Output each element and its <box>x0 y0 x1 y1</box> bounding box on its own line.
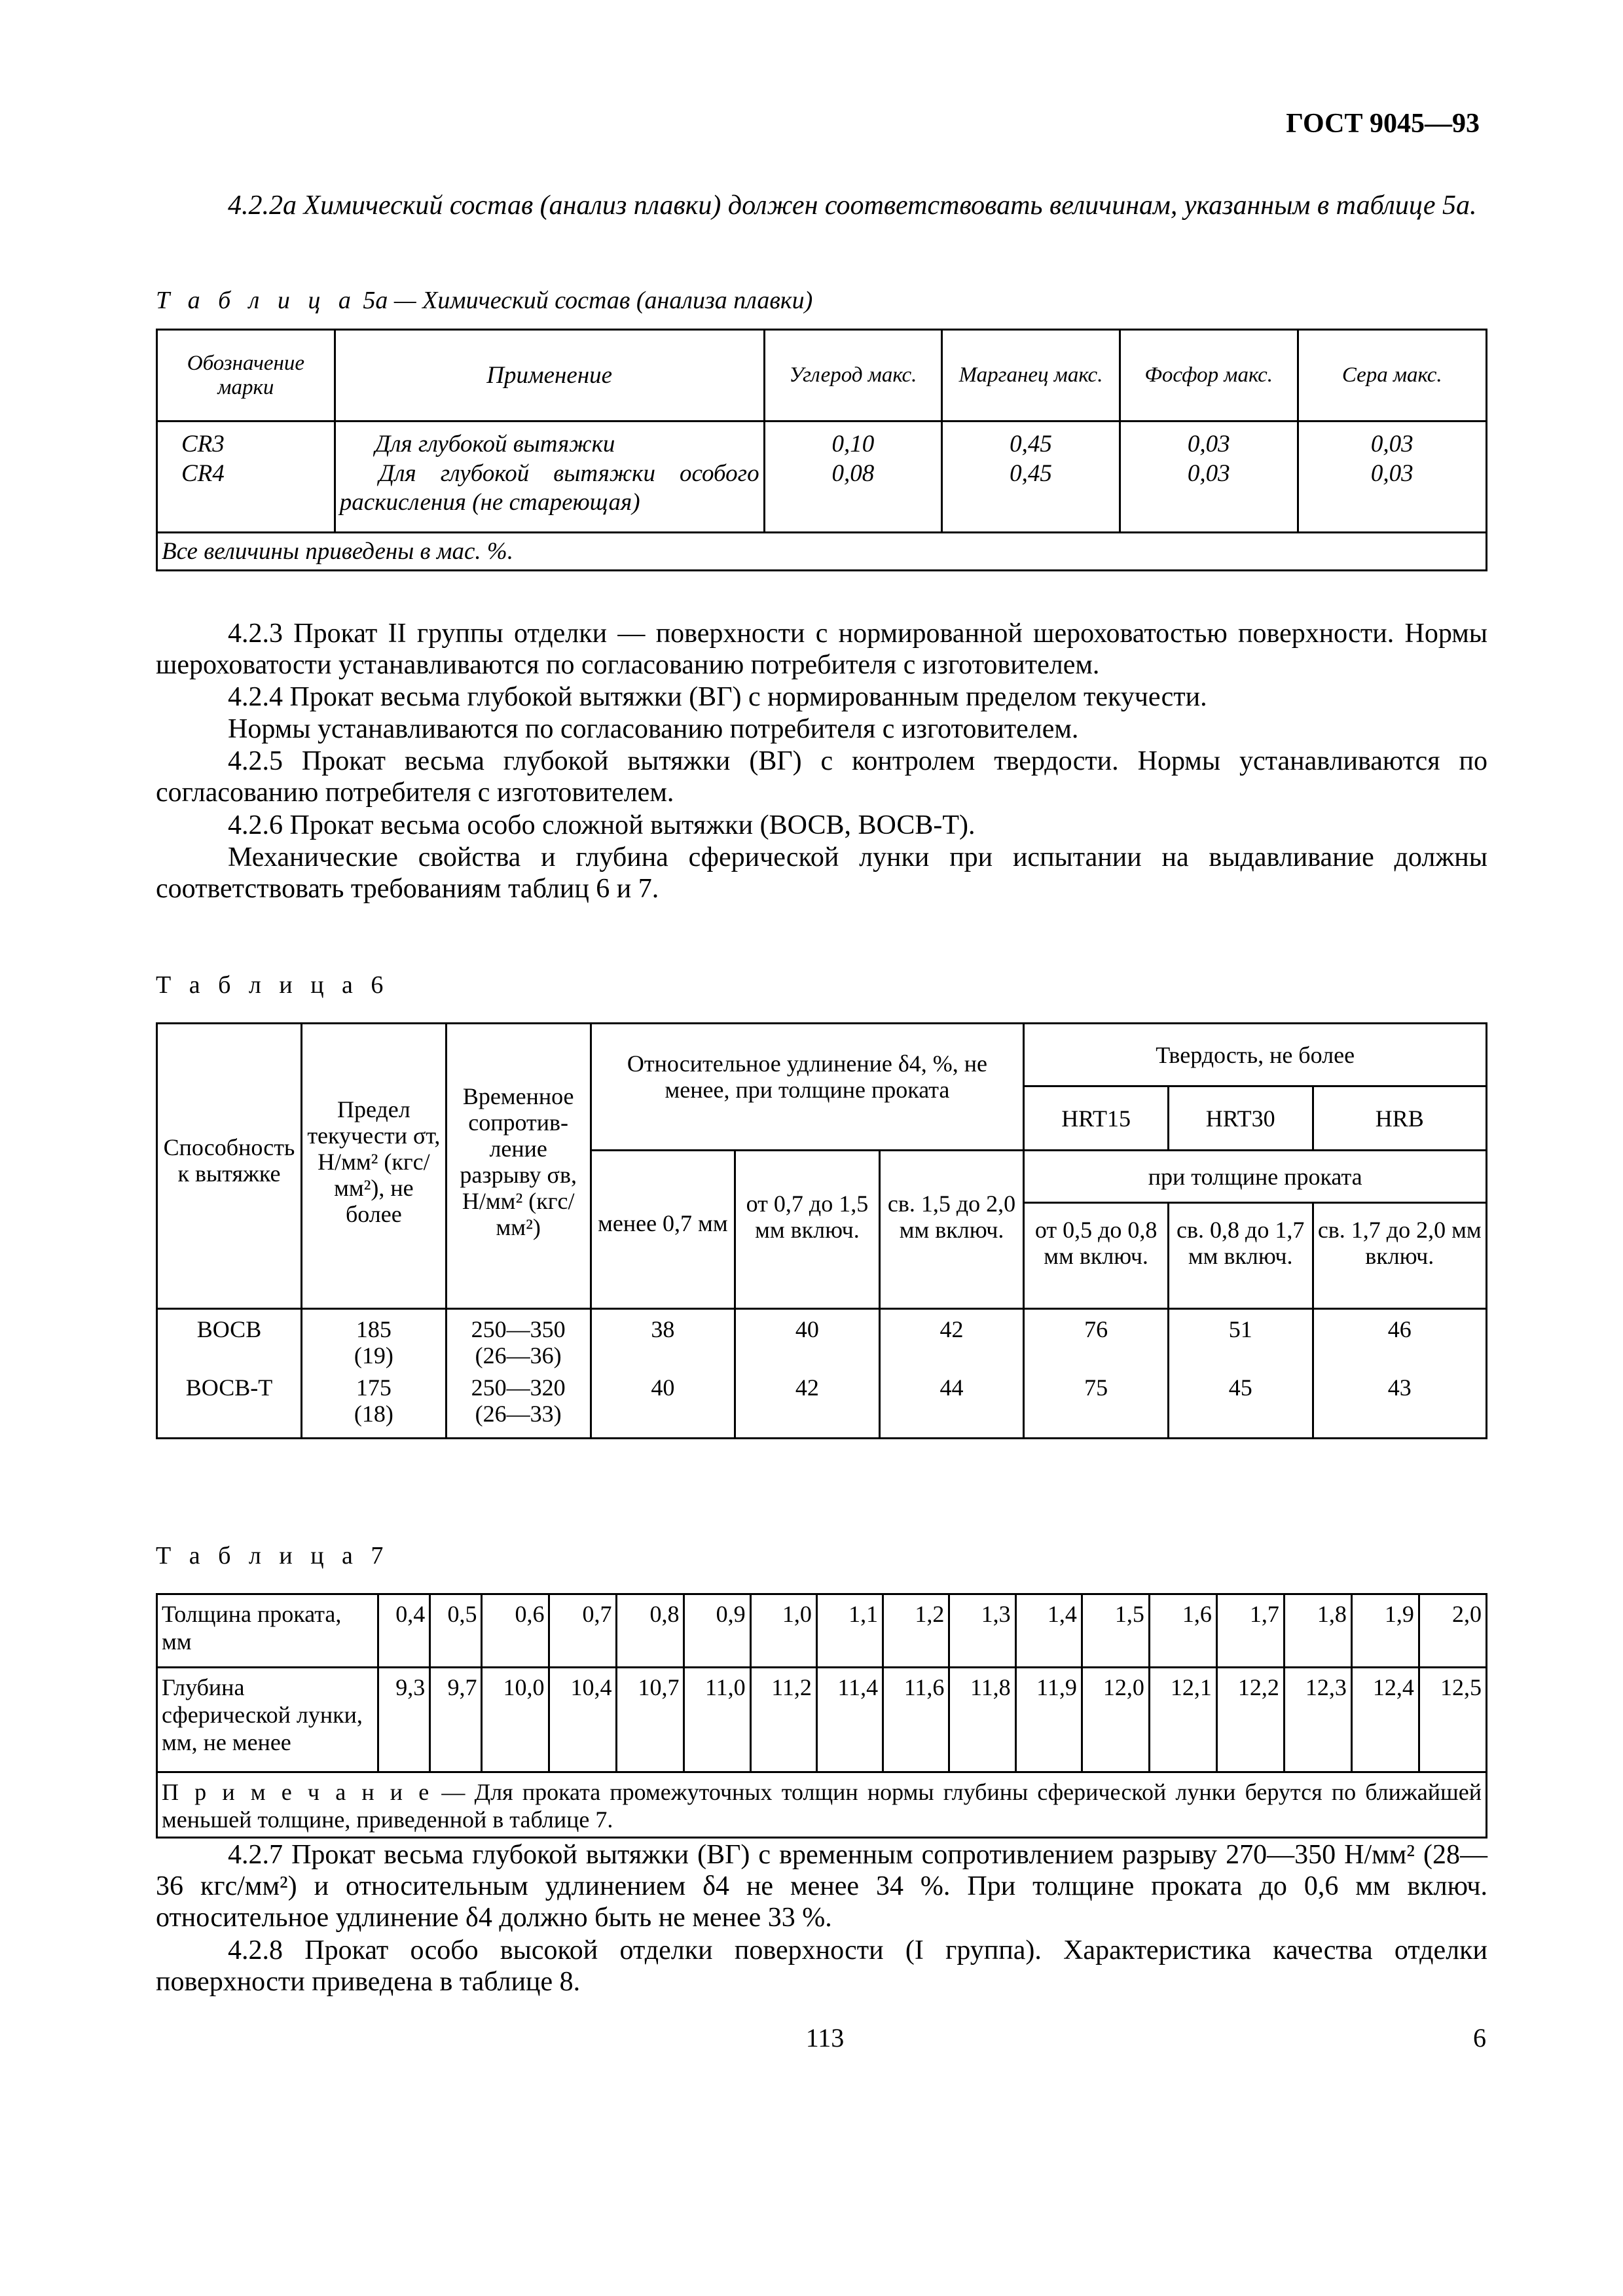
standard-header: ГОСТ 9045—93 <box>1286 109 1480 139</box>
table5a-h-c: Углерод макс. <box>764 330 942 422</box>
table7-thickness-cell: 1,2 <box>883 1594 949 1668</box>
table6-h-thickness: при толщине проката <box>1024 1151 1487 1203</box>
table6-name: ВОСВ-Т <box>157 1374 302 1439</box>
table5a-p: 0,03 <box>1120 459 1298 533</box>
table7-depth-cell: 9,7 <box>430 1668 482 1772</box>
table6-h1: 76 <box>1024 1309 1169 1374</box>
table7-depth-cell: 10,4 <box>549 1668 617 1772</box>
table6-h-yield: Предел текучести σт, Н/мм² (кгс/мм²), не более <box>301 1024 446 1309</box>
table7-thickness-cell: 0,4 <box>378 1594 430 1668</box>
table6-h-e1: менее 0,7 мм <box>591 1151 735 1309</box>
table7-depth-cell: 12,4 <box>1351 1668 1419 1772</box>
paragraph-4-2-2a: 4.2.2а Химический состав (анализ плавки) должен соответствовать величинам, указанным в таблице 5а. <box>228 190 1477 221</box>
table5a-mark: CR3 <box>157 422 335 459</box>
table6-tensile-value: 250—350 <box>471 1316 566 1342</box>
paragraph-4-2-3: 4.2.3 Прокат II группы отделки — поверхности с нормированной шероховатостью поверхности. Нормы шероховатости устанавливаются по согласованию потребителя с изготовителем. <box>156 619 1487 680</box>
table6-h3: 46 <box>1313 1309 1487 1374</box>
table6-h-hrt30: HRT30 <box>1168 1086 1313 1151</box>
table7-thickness-cell: 1,9 <box>1351 1594 1419 1668</box>
table7-caption: Т а б л и ц а 7 <box>156 1542 390 1570</box>
table6-e1: 38 <box>591 1309 735 1374</box>
table7-thickness-cell: 1,1 <box>816 1594 883 1668</box>
table6-e3: 44 <box>879 1374 1024 1439</box>
table6-yield-kgf: (19) <box>354 1342 393 1369</box>
table5a-caption <box>156 286 812 315</box>
table6-caption: Т а б л и ц а 6 <box>156 971 390 999</box>
table5a-use: Для глубокой вытяжки <box>335 422 764 459</box>
sheet-number: 6 <box>1473 2023 1486 2053</box>
table5a-h-s: Сера макс. <box>1298 330 1487 422</box>
paragraph-4-2-7: 4.2.7 Прокат весьма глубокой вытяжки (ВГ) с временным сопротивлением разрыву 270—350 Н/мм² (28—36 кгс/мм²) и относительным удлинением δ4 не менее 34 %. При толщине проката до 0,6 мм включ. относительное удлинение δ4 должно быть не менее 33 %. <box>156 1840 1487 1933</box>
table5a-mn: 0,45 <box>942 422 1120 459</box>
table6-h-ability: Способность к вытяжке <box>157 1024 302 1309</box>
table7-thickness-cell: 0,8 <box>617 1594 684 1668</box>
paragraph-4-2-4-norms: Нормы устанавливаются по согласованию потребителя с изготовителем. <box>228 714 1079 744</box>
table7-thickness-cell: 0,9 <box>684 1594 750 1668</box>
table-5a <box>156 329 1487 571</box>
table6-h-e2: от 0,7 до 1,5 мм включ. <box>735 1151 880 1309</box>
table6-tensile-value: 250—320 <box>471 1374 566 1401</box>
table5a-s: 0,03 <box>1298 422 1487 459</box>
table7-depth-cell: 11,6 <box>883 1668 949 1772</box>
table5a-mark: CR4 <box>157 459 335 533</box>
table7-depth-cell: 9,3 <box>378 1668 430 1772</box>
table5a-s: 0,03 <box>1298 459 1487 533</box>
table7-thickness-cell: 0,5 <box>430 1594 482 1668</box>
table6-h1: 75 <box>1024 1374 1169 1439</box>
table7-depth-cell: 12,2 <box>1216 1668 1284 1772</box>
table-row <box>157 422 1487 459</box>
table7-thickness-cell: 1,7 <box>1216 1594 1284 1668</box>
table6-h-e3: св. 1,5 до 2,0 мм включ. <box>879 1151 1024 1309</box>
table6-yield-value: 185 <box>356 1316 392 1342</box>
table7-thickness-cell: 1,3 <box>949 1594 1015 1668</box>
table6-h-t1: от 0,5 до 0,8 мм включ. <box>1024 1203 1169 1309</box>
paragraph-4-2-5: 4.2.5 Прокат весьма глубокой вытяжки (ВГ) с контролем твердости. Нормы устанавливаются по согласованию потребителя с изготовителем. <box>156 746 1487 808</box>
table6-e1: 40 <box>591 1374 735 1439</box>
table5a-c: 0,08 <box>764 459 942 533</box>
table6-h-elongation: Относительное удлинение δ4, %, не менее, при толщине проката <box>591 1024 1024 1151</box>
table7-thickness-cell: 2,0 <box>1419 1594 1486 1668</box>
table7-thickness-cell: 1,5 <box>1082 1594 1149 1668</box>
paragraph-4-2-8: 4.2.8 Прокат особо высокой отделки поверхности (I группа). Характеристика качества отделки поверхности приведена в таблице 8. <box>156 1935 1487 1997</box>
table7-note-row <box>157 1772 1487 1838</box>
table6-e2: 42 <box>735 1374 880 1439</box>
table6-yield-value: 175 <box>356 1374 392 1401</box>
table6-yield <box>301 1309 446 1374</box>
table5a-note: Все величины приведены в мас. %. <box>157 533 1487 571</box>
table6-h-tensile: Временное сопротив-ление разрыву σв, Н/мм² (кгс/мм²) <box>446 1024 591 1309</box>
table6-h-t3: св. 1,7 до 2,0 мм включ. <box>1313 1203 1487 1309</box>
table6-h2: 51 <box>1168 1309 1313 1374</box>
table5a-header-row <box>157 330 1487 422</box>
table5a-h-p: Фосфор макс. <box>1120 330 1298 422</box>
table5a-note-row <box>157 533 1487 571</box>
table7-depth-cell: 12,5 <box>1419 1668 1486 1772</box>
table7-depth-row <box>157 1668 1487 1772</box>
table6-h2: 45 <box>1168 1374 1313 1439</box>
table7-depth-cell: 12,3 <box>1284 1668 1351 1772</box>
table5a-h-mark: Обозначение марки <box>157 330 335 422</box>
table7-depth-cell: 11,4 <box>816 1668 883 1772</box>
table6-h-hardness: Твердость, не более <box>1024 1024 1487 1086</box>
paragraph-4-2-6: 4.2.6 Прокат весьма особо сложной вытяжки (ВОСВ, ВОСВ-Т). <box>228 810 976 840</box>
table6-h-hrt15: HRT15 <box>1024 1086 1169 1151</box>
table7-depth-cell: 11,2 <box>750 1668 816 1772</box>
table6-e2: 40 <box>735 1309 880 1374</box>
table7-depth-cell: 10,7 <box>617 1668 684 1772</box>
table7-thickness-cell: 1,8 <box>1284 1594 1351 1668</box>
table5a-caption-label: Т а б л и ц а <box>156 287 357 314</box>
table7-note-text: — Для проката промежуточных толщин нормы глубины сферической лунки берутся по ближайшей меньшей толщине, приведенной в таблице 7. <box>162 1779 1482 1833</box>
table7-depth-cell: 12,0 <box>1082 1668 1149 1772</box>
paragraph-4-2-4: 4.2.4 Прокат весьма глубокой вытяжки (ВГ) с нормированным пределом текучести. <box>228 682 1207 712</box>
table7-depth-cell: 11,9 <box>1015 1668 1082 1772</box>
table6-h3: 43 <box>1313 1374 1487 1439</box>
table7-depth-cell: 11,0 <box>684 1668 750 1772</box>
paragraph-4-2-6-props: Механические свойства и глубина сферической лунки при испытании на выдавливание должны соответствовать требованиям таблиц 6 и 7. <box>156 842 1487 904</box>
table5a-caption-text: 5а — Химический состав (анализа плавки) <box>363 287 813 314</box>
table-7 <box>156 1593 1487 1839</box>
table6-tensile-kgf: (26—33) <box>475 1400 562 1427</box>
table6-e3: 42 <box>879 1309 1024 1374</box>
table5a-use: Для глубокой вытяжки особого раскисления (не стареющая) <box>335 459 764 533</box>
table7-thickness-cell: 1,4 <box>1015 1594 1082 1668</box>
table6-tensile <box>446 1374 591 1439</box>
table7-thickness-label: Толщина проката, мм <box>157 1594 378 1668</box>
table7-depth-cell: 11,8 <box>949 1668 1015 1772</box>
table6-tensile <box>446 1309 591 1374</box>
table6-h-t2: св. 0,8 до 1,7 мм включ. <box>1168 1203 1313 1309</box>
table5a-h-mn: Марганец макс. <box>942 330 1120 422</box>
table6-tensile-kgf: (26—36) <box>475 1342 562 1369</box>
table6-yield <box>301 1374 446 1439</box>
table7-depth-cell: 12,1 <box>1149 1668 1216 1772</box>
table7-note-label: П р и м е ч а н и е <box>162 1779 433 1805</box>
table7-depth-cell: 10,0 <box>482 1668 549 1772</box>
table7-depth-label: Глубина сферической лунки, мм, не менее <box>157 1668 378 1772</box>
table7-thickness-row <box>157 1594 1487 1668</box>
table5a-mn: 0,45 <box>942 459 1120 533</box>
table6-h-hrb: HRB <box>1313 1086 1487 1151</box>
table7-thickness-cell: 0,6 <box>482 1594 549 1668</box>
table-6 <box>156 1022 1487 1439</box>
table-row <box>157 459 1487 533</box>
table6-name: ВОСВ <box>157 1309 302 1374</box>
table7-thickness-cell: 1,6 <box>1149 1594 1216 1668</box>
table5a-p: 0,03 <box>1120 422 1298 459</box>
table-row <box>157 1374 1487 1439</box>
table-row <box>157 1309 1487 1374</box>
table5a-c: 0,10 <box>764 422 942 459</box>
table6-yield-kgf: (18) <box>354 1400 393 1427</box>
table7-thickness-cell: 1,0 <box>750 1594 816 1668</box>
table7-note <box>157 1772 1487 1838</box>
page-number: 113 <box>805 2023 845 2053</box>
table5a-h-use: Применение <box>335 330 764 422</box>
table7-thickness-cell: 0,7 <box>549 1594 617 1668</box>
